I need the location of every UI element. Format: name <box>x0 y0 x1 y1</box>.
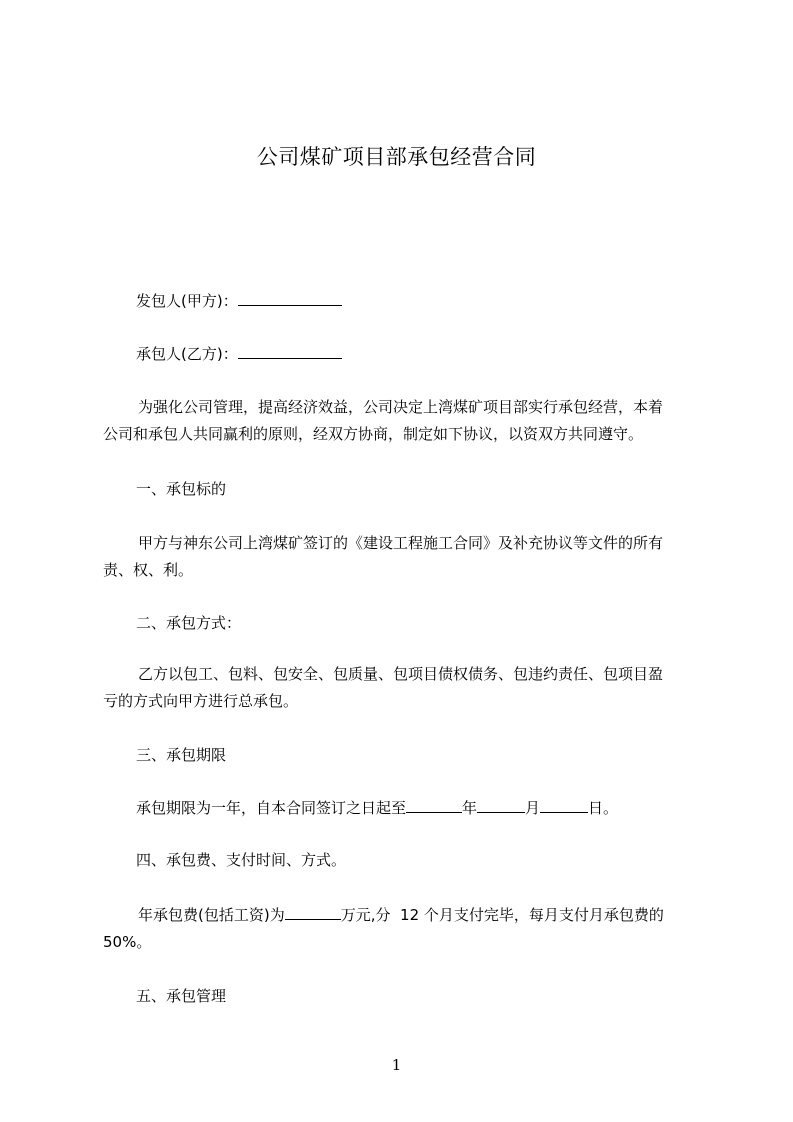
section-2-line-2: 亏的方式向甲方进行总承包。 <box>103 692 299 710</box>
section-4-line-2: 50%。 <box>103 933 152 951</box>
section-3-day-label: 日。 <box>588 799 619 817</box>
section-1-line-1: 甲方与神东公司上湾煤矿签订的《建设工程施工合同》及补充协议等文件的所有 <box>138 534 664 552</box>
party-a-line <box>136 291 706 311</box>
section-2-line-1: 乙方以包工、包料、包安全、包质量、包项目债权债务、包违约责任、包项目盈 <box>138 665 664 683</box>
page-number: 1 <box>391 1056 402 1074</box>
section-3-term-line <box>136 798 706 818</box>
section-3-text-1: 承包期限为一年，自本合同签订之日起至 <box>136 799 407 817</box>
document-title: 公司煤矿项目部承包经营合同 <box>256 145 537 169</box>
section-3-year-label: 年 <box>462 799 478 817</box>
fee-blank <box>285 905 341 920</box>
party-b-blank <box>238 344 342 359</box>
party-b-label: 承包人(乙方)： <box>136 345 238 363</box>
section-1-heading: 一、承包标的 <box>136 480 227 498</box>
section-4-line-1 <box>138 905 708 925</box>
section-2-heading: 二、承包方式： <box>136 614 242 632</box>
year-blank <box>406 798 462 813</box>
section-5-heading: 五、承包管理 <box>136 987 227 1005</box>
section-1-line-2: 责、权、利。 <box>103 561 194 579</box>
intro-line-2: 公司和承包人共同赢利的原则，经双方协商，制定如下协议，以资双方共同遵守。 <box>103 425 644 443</box>
intro-line-1: 为强化公司管理，提高经济效益，公司决定上湾煤矿项目部实行承包经营，本着 <box>138 398 664 416</box>
party-b-line <box>136 344 706 364</box>
section-4-text-1: 年承包费(包括工资)为 <box>138 906 285 924</box>
day-blank <box>540 798 588 813</box>
party-a-blank <box>238 291 342 306</box>
section-4-heading: 四、承包费、支付时间、方式。 <box>136 851 347 869</box>
month-blank <box>477 798 525 813</box>
party-a-label: 发包人(甲方)： <box>136 292 238 310</box>
section-3-month-label: 月 <box>525 799 541 817</box>
section-3-heading: 三、承包期限 <box>136 746 227 764</box>
section-4-text-2: 万元,分 12 个月支付完毕，每月支付月承包费的 <box>340 906 664 924</box>
